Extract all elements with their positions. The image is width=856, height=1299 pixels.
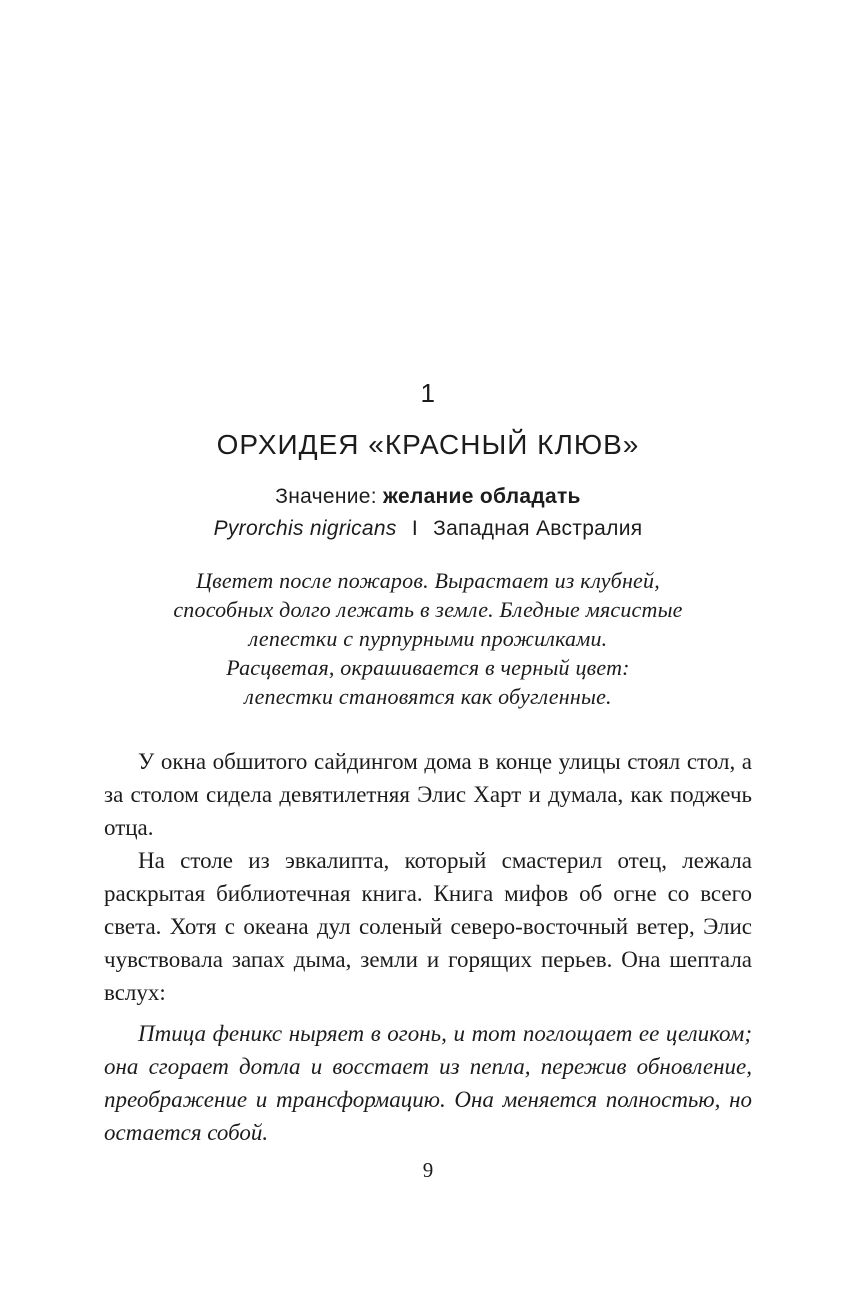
paragraph: У окна обшитого сайдингом дома в конце улицы стоял стол, а за столом сидела девятилетняя Элис Харт и думала, как поджечь отца. [104,749,752,840]
paragraph: На столе из эвкалипта, который смастерил отец, лежала раскрытая библиотечная книга. Книга мифов об огне со всего света. Хотя с океана дул соленый северо-восточный ветер, Элис чувствовала запах дыма, земли и горящих перьев. Она шептала вслух: [104,848,752,1005]
epigraph-line: Цветет после пожаров. Вырастает из клубней, [196,568,660,593]
flower-meaning-line [104,484,752,510]
chapter-title: ОРХИДЕЯ «КРАСНЫЙ КЛЮВ» [216,429,640,460]
epigraph-line: лепестки становятся как обугленные. [244,684,612,709]
chapter-body [104,745,752,1149]
epigraph-line: лепестки с пурпурными прожилками. [248,626,608,651]
page-number: 9 [422,1158,434,1182]
latin-name: Pyrorchis nigricans [213,517,397,540]
epigraph-line: Расцветая, окрашивается в черный цвет: [226,655,630,680]
epigraph-line: способных долго лежать в земле. Бледные мясистые [173,597,683,622]
flower-description-epigraph [104,566,752,711]
meaning-value: желание обладать [383,485,581,508]
meaning-label: Значение: [275,485,377,508]
chapter-number: 1 [420,378,436,408]
paragraph-italic: Птица феникс ныряет в огонь, и тот поглощает ее целиком; она сгорает дотла и восстает из пепла, пережив обновление, преображение и трансформацию. Она меняется полностью, но остается собой. [104,1021,752,1145]
region-name: Западная Австралия [433,517,643,540]
flower-taxonomy-line [104,516,752,542]
separator-bar: I [411,517,418,540]
chapter-header [104,378,752,711]
